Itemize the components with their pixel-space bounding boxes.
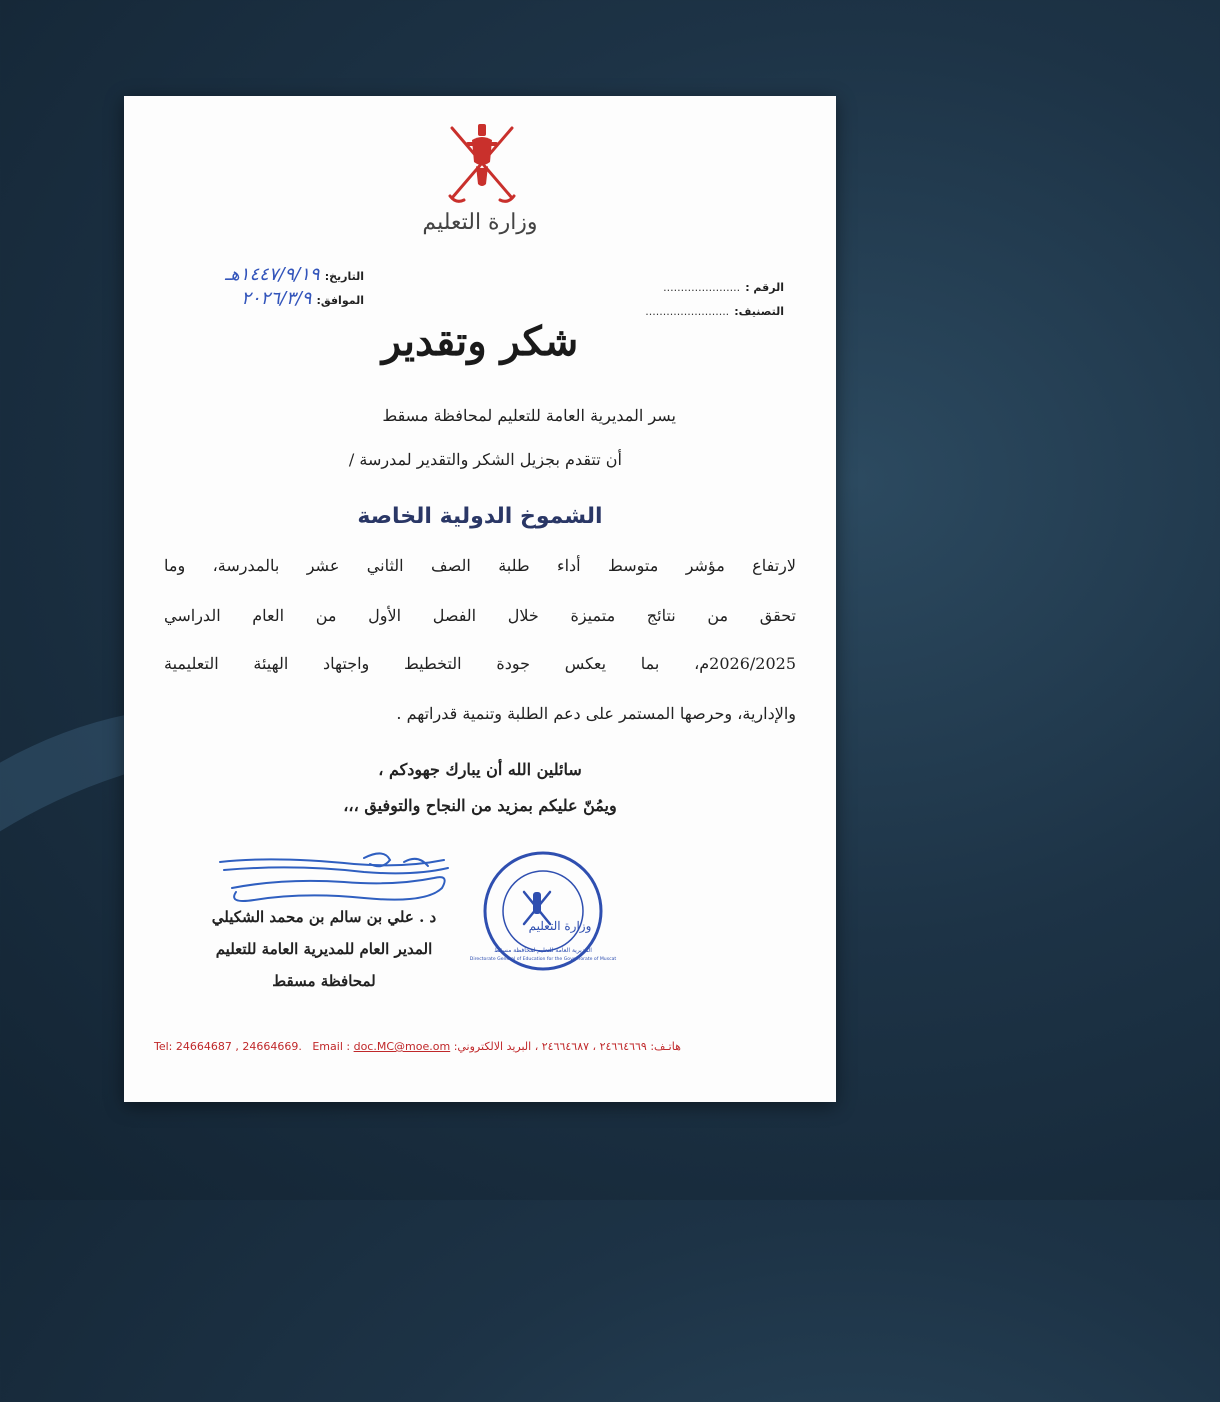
date-label: التاريخ: bbox=[324, 270, 364, 283]
national-emblem-icon bbox=[442, 118, 522, 208]
ref-number-label: الرقم : bbox=[745, 281, 784, 294]
paragraph-line-1: لارتفاع مؤشر متوسط أداء طلبة الصف الثاني عشر بالمدرسة، وما bbox=[164, 556, 797, 575]
document-title: شكر وتقدير bbox=[381, 318, 579, 365]
closing-line-2: ويمُنّ عليكم بمزيد من النجاح والتوفيق ،،، bbox=[343, 796, 617, 815]
footer-contact bbox=[154, 1040, 806, 1053]
footer-email-label: Email : bbox=[312, 1040, 351, 1053]
footer-tel-label: Tel: bbox=[154, 1040, 173, 1053]
corresponding-date-row bbox=[164, 288, 364, 309]
signatory-name: د . علي بن سالم بن محمد الشكيلي bbox=[211, 908, 437, 926]
intro-line-1: يسر المديرية العامة للتعليم لمحافظة مسقط bbox=[382, 406, 676, 425]
stamp-english-text: Directorate General of Education for the Governorate of Muscat bbox=[469, 957, 617, 962]
date-row bbox=[164, 264, 364, 285]
footer-tel-numbers: 24664687 , 24664669. bbox=[175, 1040, 302, 1053]
ministry-name: وزارة التعليم bbox=[422, 210, 538, 235]
footer-email-link[interactable]: doc.MC@moe.om bbox=[353, 1040, 451, 1053]
ref-number-row bbox=[594, 276, 784, 295]
signatory-title-1: المدير العام للمديرية العامة للتعليم bbox=[215, 940, 433, 958]
paragraph-line-3: 2026/2025م، بما يعكس جودة التخطيط واجتهاد الهيئة التعليمية bbox=[164, 654, 796, 673]
stamp-arabic-text: المديرية العامة للتعليم لمحافظة مسقط bbox=[494, 947, 592, 954]
classification-label: التصنيف: bbox=[734, 305, 784, 318]
paragraph-line-2: تحقق من نتائج متميزة خلال الفصل الأول من العام الدراسي bbox=[164, 606, 796, 625]
ref-number-value: ...................... bbox=[663, 281, 741, 294]
closing-line-1: سائلين الله أن يبارك جهودكم ، bbox=[378, 760, 582, 779]
stamp-ministry-text: وزارة التعليم bbox=[528, 919, 592, 933]
date-gregorian: ٢٠٢٦/٣/٩ bbox=[241, 288, 312, 309]
letter-paper bbox=[124, 96, 836, 1102]
corresponding-label: الموافق: bbox=[316, 294, 364, 307]
signature-icon bbox=[214, 848, 454, 914]
intro-line-2: أن تتقدم بجزيل الشكر والتقدير لمدرسة / bbox=[348, 450, 622, 469]
date-hijri: ١٤٤٧/٩/١٩هـ bbox=[225, 264, 320, 285]
signatory-title-2: لمحافظة مسقط bbox=[272, 972, 376, 990]
paragraph-line-4: والإدارية، وحرصها المستمر على دعم الطلبة وتنمية قدراتهم . bbox=[396, 704, 796, 723]
classification-value: ........................ bbox=[645, 305, 730, 318]
school-name: الشموخ الدولية الخاصة bbox=[357, 504, 603, 529]
footer-email-label-ar: البريد الالكتروني: bbox=[453, 1040, 532, 1053]
footer-phone-numbers-ar: ٢٤٦٦٤٦٦٩ ، ٢٤٦٦٤٦٨٧ ، bbox=[534, 1040, 647, 1053]
classification-row bbox=[594, 300, 784, 319]
footer-phone-label-ar: هاتـف: bbox=[650, 1040, 681, 1053]
official-stamp-icon bbox=[469, 848, 617, 974]
